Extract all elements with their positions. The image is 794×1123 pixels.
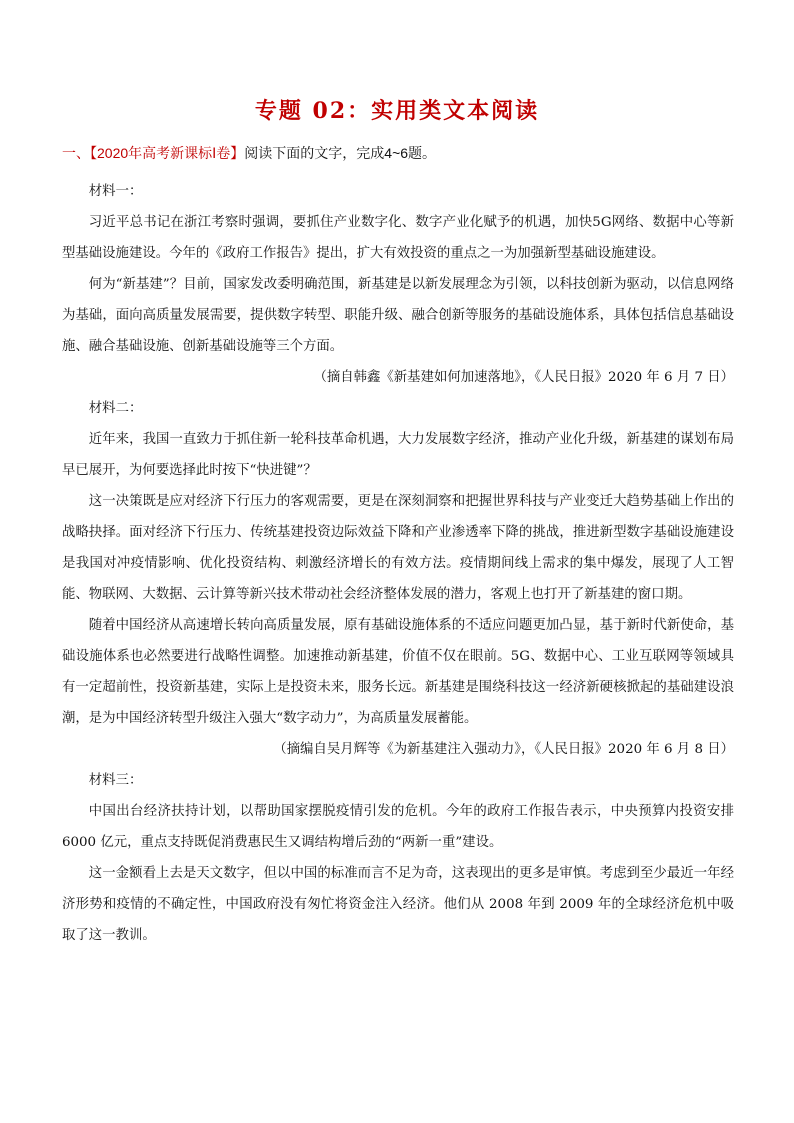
material-1-paragraph-2: 何为“新基建”？目前，国家发改委明确范围，新基建是以新发展理念为引领，以科技创新为驱动，以信息网络为基础，面向高质量发展需要，提供数字转型、职能升级、融合创新等服务的基础设施体系，具体包括信息基础设施、融合基础设施、创新基础设施等三个方面。 (62, 277, 734, 354)
material-3-paragraph-2: 这一金额看上去是天文数字，但以中国的标准而言不足为奇，这表现出的更多是审慎。考虑到至少最近一年经济形势和疫情的不确定性，中国政府没有匆忙将资金注入经济。他们从 2008 年到 2009 年的全球经济危机中吸取了这一教训。 (62, 866, 734, 943)
material-3-paragraph-1: 中国出台经济扶持计划，以帮助国家摆脱疫情引发的危机。今年的政府工作报告表示，中央预算内投资安排6000 亿元，重点支持既促消费惠民生又调结构增后劲的“两新一重”建设。 (62, 804, 734, 850)
material-2-paragraph-1: 近年来，我国一直致力于抓住新一轮科技革命机遇，大力发展数字经济，推动产业化升级，新基建的谋划布局早已展开，为何要选择此时按下“快进键”？ (62, 432, 734, 478)
question-instruction: 阅读下面的文字，完成4~6题。 (244, 145, 437, 161)
question-heading (62, 142, 742, 164)
question-source-tag: 【2020年高考新课标Ⅰ卷】 (90, 145, 245, 161)
material-2-paragraph-2: 这一决策既是应对经济下行压力的客观需要，更是在深刻洞察和把握世界科技与产业变迁大趋势基础上作出的战略抉择。面对经济下行压力、传统基建投资边际效益下降和产业渗透率下降的挑战，推进新型数字基础设施建设是我国对冲疫情影响、优化投资结构、刺激经济增长的有效方法。疫情期间线上需求的集中爆发，展现了人工智能、物联网、大数据、云计算等新兴技术带动社会经济整体发展的潜力，客观上也打开了新基建的窗口期。 (62, 494, 734, 602)
material-1-source: （摘自韩鑫《新基建如何加速落地》，《人民日报》2020 年 6 月 7 日） (313, 370, 734, 385)
document-body (62, 176, 734, 951)
material-2-source: （摘编自吴月辉等《为新基建注入强动力》，《人民日报》2020 年 6 月 8 日） (273, 742, 734, 757)
material-1-label: 材料一： (88, 184, 143, 199)
question-number: 一、 (62, 145, 90, 161)
page-title: 专题 02：实用类文本阅读 (254, 98, 540, 124)
material-3-label: 材料三： (88, 773, 143, 788)
material-1-paragraph-1: 习近平总书记在浙江考察时强调，要抓住产业数字化、数字产业化赋予的机遇，加快5G网络、数据中心等新型基础设施建设。今年的《政府工作报告》提出，扩大有效投资的重点之一为加强新型基础设施建设。 (62, 215, 734, 261)
material-2-paragraph-3: 随着中国经济从高速增长转向高质量发展，原有基础设施体系的不适应问题更加凸显，基于新时代新使命，基础设施体系也必然要进行战略性调整。加速推动新基建，价值不仅在眼前。5G、数据中心、工业互联网等领域具有一定超前性，投资新基建，实际上是投资未来，服务长远。新基建是围绕科技这一经济新硬核掀起的基础建设浪潮，是为中国经济转型升级注入强大“数字动力”，为高质量发展蓄能。 (62, 618, 734, 726)
material-2-label: 材料二： (88, 401, 143, 416)
